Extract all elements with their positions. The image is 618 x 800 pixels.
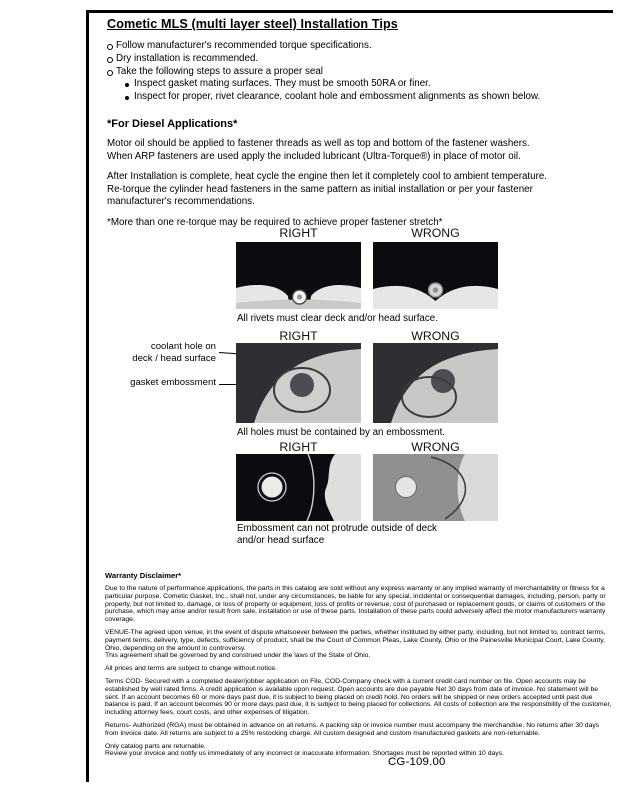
main-content [107, 17, 553, 238]
list-item-text: Inspect for proper, rivet clearance, coolant hole and embossment alignments as shown below. [134, 91, 541, 103]
rivet-wrong-diagram [373, 242, 498, 309]
disclaimer-paragraph: Review your invoice and notify us immediately of any incorrect or inaccurate information. Shortages must be reported within 10 days. [105, 750, 504, 758]
circle-bullet-icon [107, 70, 113, 76]
rivet-right-diagram [236, 242, 361, 309]
warranty-disclaimer-section [105, 571, 613, 763]
page-number: CG-109.00 [388, 756, 446, 768]
list-item [107, 53, 553, 66]
list-item [125, 78, 553, 91]
protrusion-caption [237, 523, 437, 548]
coolant-hole-callout [116, 341, 216, 364]
dot-bullet-icon [125, 83, 129, 87]
list-item-text: Take the following steps to assure a proper seal [116, 65, 323, 77]
right-label: RIGHT [279, 329, 318, 343]
gasket-embossment-callout: gasket embossment [130, 377, 216, 388]
retorque-note: *More than one re-torque may be required to achieve proper fastener stretch* [107, 216, 443, 228]
wrong-label: WRONG [411, 329, 460, 343]
paragraph-heat-cycle: After Installation is complete, heat cycle the engine then let it completely cool to ambient temperature. Re-torque the cylinder head fasteners in the same pattern as initial installation or per your fastener manufacturer's recommendations. [107, 171, 548, 208]
page-top-rule [86, 10, 613, 13]
list-item-text: Inspect gasket mating surfaces. They must be smooth 50RA or finer. [134, 78, 431, 90]
page-left-rule [86, 10, 89, 782]
disclaimer-paragraph: Returns- Authorized (RGA) must be obtained in advance on all returns. A packing slip or invoice number must accompany the merchandise. No returns after 30 days from invoice date. All returns are subject to a 25% restocking charge. All custom designed and custom manufactured gaskets are non-returnable. [105, 721, 600, 737]
circle-bullet-icon [107, 44, 113, 50]
paragraph-motor-oil: Motor oil should be applied to fastener threads as well as top and bottom of the fastener washers. When ARP fasteners are used apply the included lubricant (Ultra-Torque®) in place of motor oil. [107, 137, 530, 162]
protrusion-right-diagram [236, 454, 361, 521]
callout-text: deck / head surface [132, 352, 216, 364]
page-title: Cometic MLS (multi layer steel) Installation Tips [107, 17, 398, 31]
wrong-label: WRONG [411, 440, 460, 454]
embossment-caption: All holes must be contained by an embossment. [237, 427, 446, 438]
protrusion-wrong-diagram [373, 454, 498, 521]
list-item [107, 40, 553, 53]
disclaimer-paragraph: This agreement shall be governed by and construed under the laws of the State of Ohio. [105, 652, 371, 660]
protrusion-caption-line2: and/or head surface [237, 535, 325, 547]
list-item-text: Follow manufacturer's recommended torque specifications. [116, 40, 372, 51]
circle-bullet-icon [107, 57, 113, 63]
coolant-hole-wrong-diagram [373, 343, 498, 423]
dot-bullet-icon [125, 96, 129, 100]
disclaimer-paragraph: Due to the nature of performance applications, the parts in this catalog are sold without any express warranty or any implied warranty of merchantability or fitness for a particular purpose. Cometic Gasket, Inc., shall not, under any circumstances, be liable for any special, incidental or consequential damages, including, person, party or property, but not limited to, damage, or loss of property or equipment, loss of profits or revenue, cost of purchased or replacement goods, or claims of customers of the purchase, which may arise and/or result from sale, installation or use of these parts. Installation of these parts could adversely affect the motor manufacturers warranty coverage. [105, 585, 606, 624]
warranty-disclaimer-heading: Warranty Disclaimer* [105, 571, 182, 580]
protrusion-caption-line1: Embossment can not protrude outside of deck [237, 523, 437, 534]
right-label: RIGHT [279, 440, 318, 454]
disclaimer-paragraph: All prices and terms are subject to change without notice. [105, 665, 277, 673]
disclaimer-paragraph: Only catalog parts are returnable. [105, 742, 206, 750]
list-item [125, 91, 553, 104]
coolant-hole-right-diagram [236, 343, 361, 423]
diesel-applications-heading: *For Diesel Applications* [107, 117, 238, 130]
callout-text: coolant hole on [150, 341, 216, 352]
wrong-label: WRONG [411, 226, 460, 240]
right-label: RIGHT [279, 226, 318, 240]
rivet-caption: All rivets must clear deck and/or head surface. [237, 313, 438, 324]
disclaimer-paragraph: VENUE-The agreed upon venue, in the event of dispute whatsoever between the parties, whether instituted by either party, including, but not limited to, contract terms, payment terms, delivery, type, defects, sufficiency of product, shall be the Court of Common Pleas, Lake County, Ohio or the Painesville Municipal Court, Lake County, Ohio, depending on the amount in controversy. [105, 628, 606, 652]
list-item [107, 66, 553, 79]
list-item-text: Dry installation is recommended. [116, 52, 259, 64]
disclaimer-paragraph: Terms COD- Secured with a completed dealer/jobber application on File, COD-Company check with a current credit card number on file. Open accounts may be established by well rated firms. A credit application is available upon request. Open accounts are due payable Net 30 days from date of invoice. No statement will be sent. If an account becomes 60 or more days past due, it is subject to being placed on credit hold. No orders will be shipped or new orders accepted until past due balance is paid. If an account becomes 90 or more days past due, it is subject to being placed for collections. All costs of collection are the responsibility of the customer, including attorney fees, court costs, and other expenses of litigation. [105, 677, 612, 717]
